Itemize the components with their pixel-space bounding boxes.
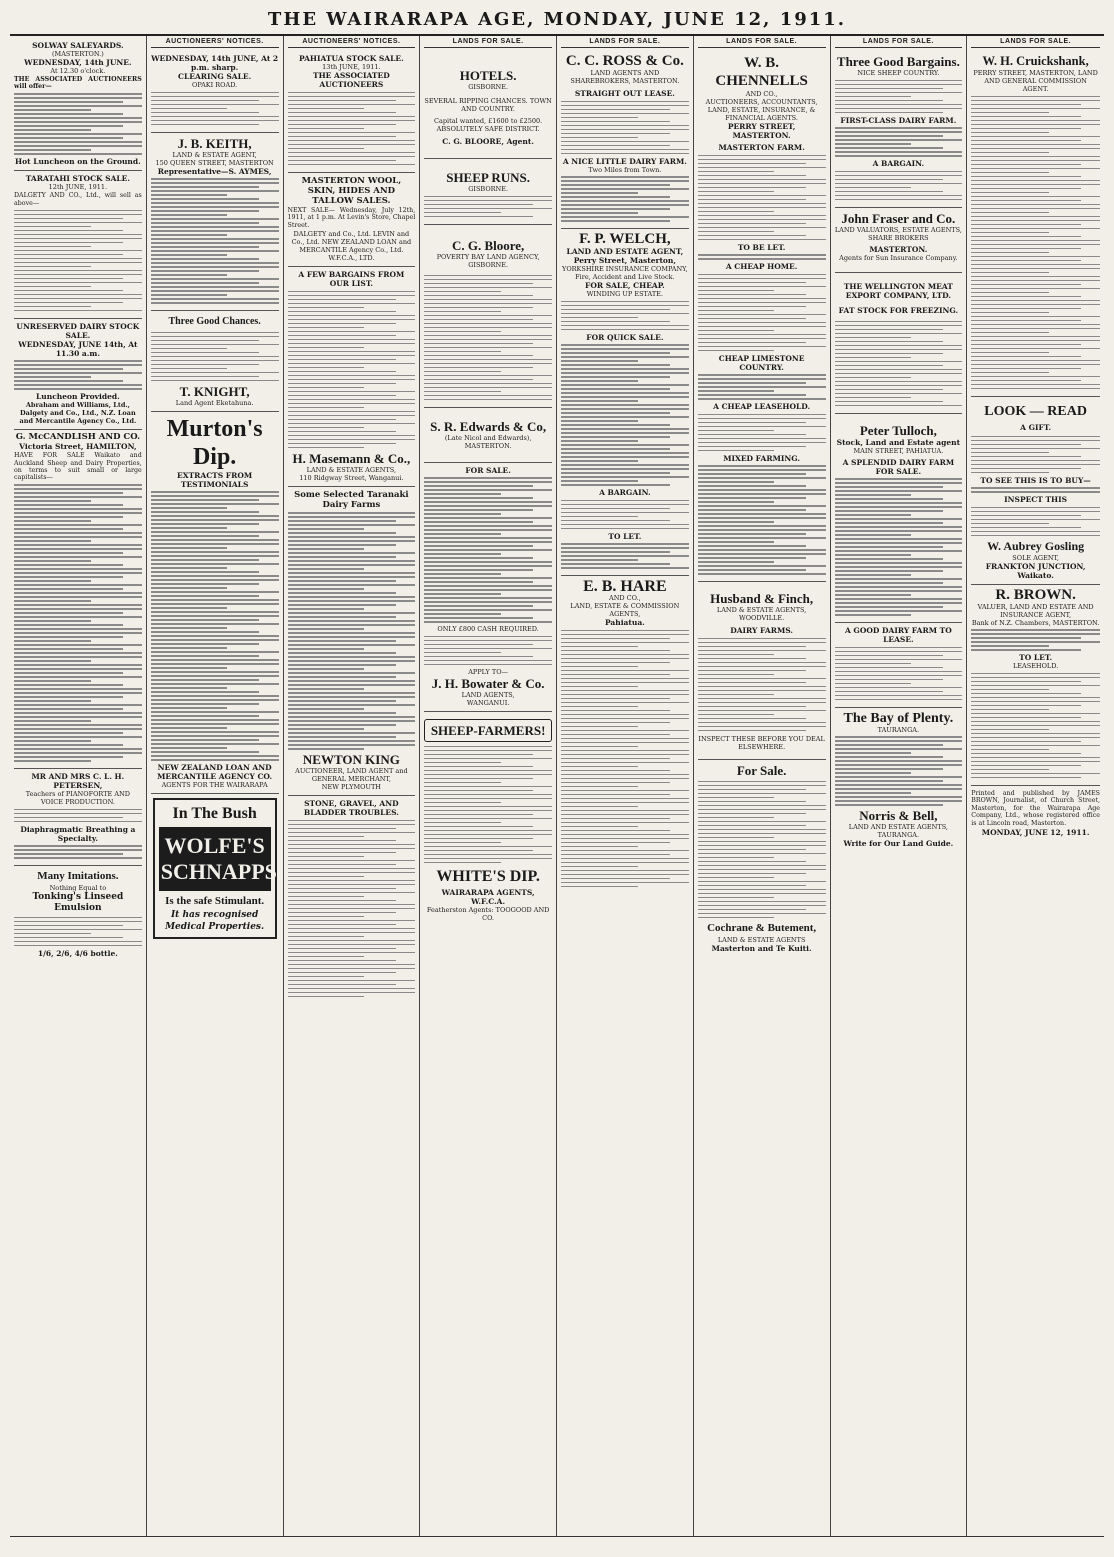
ad-text-lines <box>835 321 963 407</box>
schnapps-banner <box>159 827 277 891</box>
ad-text-lines <box>424 275 552 401</box>
agent-name: C. C. ROSS & Co. <box>565 53 684 70</box>
ad-intro: DALGETY AND CO., Ltd., will sell as above— <box>14 192 142 207</box>
agent-place: WOODVILLE. <box>739 614 785 623</box>
agent-place: WANGANUI. <box>466 698 510 707</box>
agent-place: FRANKTON JUNCTION, Waikato. <box>985 561 1086 580</box>
ad-agents: AGENTS FOR THE WAIRARAPA <box>161 781 268 790</box>
ad-text: SEVERAL RIPPING CHANCES. TOWN AND COUNTRY. <box>424 97 552 114</box>
agent-name: W. B. CHENNELLS <box>715 55 808 90</box>
agent-subheading: POVERTY BAY LAND AGENCY, <box>436 252 540 261</box>
agent-name: S. R. Edwards & Co, <box>430 418 547 434</box>
ad-time: At 12.30 o'clock. <box>50 67 106 75</box>
sheep-farmers-box <box>424 719 552 742</box>
column-heading: LANDS FOR SALE. <box>698 38 826 48</box>
john-fraser-ad <box>835 208 963 273</box>
agent-guide: Write for Our Land Guide. <box>843 839 954 849</box>
column-heading: AUCTIONEERS' NOTICES. <box>151 38 279 48</box>
ad-text-lines <box>14 845 142 859</box>
agent-name: John Fraser and Co. <box>841 210 956 226</box>
ad-intro: HAVE FOR SALE Waikato and Auckland Sheep and Dairy Properties, on terms to suit small or large capitalists— <box>14 452 142 482</box>
cruickshank-ad <box>971 51 1100 397</box>
agent-subheading: Stock, Land and Estate agent <box>836 437 961 447</box>
ad-text-lines <box>698 274 826 352</box>
ad-subheading: A GIFT. <box>1020 422 1052 432</box>
ad-text-lines <box>835 171 963 201</box>
column-5 <box>557 36 694 1536</box>
ad-heading: TO LET. <box>608 531 642 541</box>
tonkings-emulsion-ad <box>14 866 142 962</box>
masthead: THE WAIRARAPA AGE, MONDAY, JUNE 12, 1911. <box>10 9 1104 36</box>
ad-cash-required: ONLY £800 CASH REQUIRED. <box>437 625 539 634</box>
few-bargains-ad <box>288 267 416 487</box>
agent-subheading: LAND AGENTS, <box>461 690 515 699</box>
ad-footer: INSPECT THESE BEFORE YOU DEAL ELSEWHERE. <box>698 735 825 752</box>
ad-heading: STONE, GRAVEL, AND BLADDER TROUBLES. <box>303 799 399 818</box>
ad-heading: The Bay of Plenty. <box>843 710 954 726</box>
agent-place: MASTERTON. <box>869 244 928 254</box>
column-heading: LANDS FOR SALE. <box>971 38 1100 48</box>
ad-text-lines <box>698 638 826 732</box>
ad-heading: A GOOD DAIRY FARM TO LEASE. <box>844 626 952 645</box>
ad-heading: SHEEP RUNS. <box>446 170 531 186</box>
imprint <box>971 786 1100 841</box>
ad-subheading: FAT STOCK FOR FREEZING. <box>838 305 959 315</box>
ad-text-lines <box>14 917 142 947</box>
ad-text-lines <box>698 781 826 919</box>
agent-place: Pahiatua. <box>604 618 645 628</box>
ad-heading: FIRST-CLASS DAIRY FARM. <box>840 115 957 125</box>
ad-heading: A CHEAP LEASEHOLD. <box>713 402 811 412</box>
ad-heading: G. McCANDLISH AND CO. <box>15 432 141 443</box>
agent-name: Norris & Bell, <box>859 808 938 824</box>
agent-subheading: LAND & ESTATE AGENTS, <box>716 606 807 615</box>
ad-agents: DALGETY and Co., Ltd. LEVIN and Co., Ltd. NEW ZEALAND LOAN and MERCANTILE Agency Co., Ltd. W.F.C.A., LTD. <box>291 230 412 263</box>
ad-place: Victoria Street, HAMILTON, <box>19 442 137 452</box>
hotels-ad <box>424 51 552 159</box>
pahiatua-stock-sale-ad <box>288 51 416 173</box>
ad-heading: TO LET. <box>1019 653 1053 663</box>
column-2 <box>147 36 284 1536</box>
ad-place: TAURANGA. <box>877 725 920 734</box>
ad-heading: PAHIATUA STOCK SALE. <box>299 54 404 64</box>
ad-intro: NEXT SALE— Wednesday, July 12th, 1911, at 1 p.m. At Levin's Store, Chapel Street. <box>287 206 416 229</box>
ad-line-1: In The Bush <box>172 805 257 823</box>
agent-name: Peter Tulloch, <box>859 422 937 438</box>
ad-heading: Murton's Dip. <box>166 415 263 470</box>
ad-representative: Representative—S. AYMES, <box>157 166 272 176</box>
column-heading: LANDS FOR SALE. <box>835 38 963 48</box>
peter-tulloch-ad <box>835 414 963 624</box>
ad-heading: CLEARING SALE. <box>178 72 252 82</box>
ad-heading: FOR QUICK SALE. <box>586 332 664 342</box>
ad-heading: TARATAHI STOCK SALE. <box>25 174 131 184</box>
ad-heading: SHEEP-FARMERS! <box>430 722 546 738</box>
ad-text-lines <box>835 736 963 806</box>
ad-text-lines <box>288 820 416 998</box>
ad-subheading: LAND & ESTATE AGENT, <box>172 150 257 159</box>
ad-text-lines <box>561 630 689 888</box>
ad-text-lines <box>424 636 552 666</box>
ad-text-lines <box>561 500 689 530</box>
wool-skin-sales-ad <box>288 173 416 267</box>
product-price: 1/6, 2/6, 4/6 bottle. <box>37 948 118 958</box>
look-read-ad <box>971 397 1100 585</box>
imprint-date: MONDAY, JUNE 12, 1911. <box>981 827 1090 837</box>
ad-text-lines <box>288 512 416 750</box>
welch-ad <box>561 229 689 576</box>
ad-text-lines <box>14 809 142 823</box>
ad-title: THE ASSOCIATED AUCTIONEERS <box>313 71 390 90</box>
taranaki-farms-ad <box>288 487 416 797</box>
ad-heading: A NICE LITTLE DAIRY FARM. <box>562 156 687 166</box>
ad-heading: DAIRY FARMS. <box>730 626 794 636</box>
agent-subheading: PERRY STREET, MASTERTON, LAND AND GENERAL COMMISSION AGENT. <box>973 69 1098 94</box>
auctioneer-names: Abraham and Williams, Ltd., Dalgety and Co., Ltd., N.Z. Loan and Mercantile Agency Co., Ltd. <box>19 401 137 426</box>
ad-heading: Many Imitations. <box>37 870 119 883</box>
ad-text-lines <box>835 647 963 701</box>
agent-name: W. H. Cruickshank, <box>982 54 1089 69</box>
agent-name: T. KNIGHT, <box>179 383 250 399</box>
agent-place: GISBORNE. <box>468 260 509 269</box>
ad-heading: J. B. KEITH, <box>177 135 252 151</box>
ad-specialty: Diaphragmatic Breathing a Specialty. <box>20 824 136 843</box>
column-1 <box>10 36 147 1536</box>
ad-heading: CHEAP LIMESTONE COUNTRY. <box>718 353 805 372</box>
ad-place: Featherston Agents: TOOGOOD AND CO. <box>426 905 550 922</box>
agent-insurance-types: Fire, Accident and Live Stock. <box>575 273 675 282</box>
ad-text-lines <box>151 491 279 761</box>
ad-date: 12th JUNE, 1911. <box>48 183 108 192</box>
ad-footer: Luncheon Provided. <box>36 392 120 402</box>
ad-place: GISBORNE. <box>468 185 509 194</box>
ad-heading: MASTERTON WOOL, SKIN, HIDES AND TALLOW SALES. <box>301 175 402 206</box>
ad-text-lines <box>698 254 826 260</box>
ad-date: WEDNESDAY, 14th JUNE. <box>24 58 132 67</box>
agent-name: C. G. Bloore, <box>451 237 525 253</box>
ad-text-lines <box>698 465 826 575</box>
ad-text-lines <box>14 484 142 762</box>
bay-of-plenty-ad <box>835 708 963 853</box>
ad-agent: C. G. BLOORE, Agent. <box>442 137 534 147</box>
ad-heading: MIXED FARMING. <box>723 453 801 463</box>
agent-address: PERRY STREET, MASTERTON. <box>727 122 796 141</box>
ad-heading: STRAIGHT OUT LEASE. <box>574 89 675 99</box>
agent-subheading: LAND AND ESTATE AGENTS, TAURANGA. <box>848 823 948 840</box>
ad-text-lines <box>288 291 416 449</box>
agent-name: Husband & Finch, <box>710 591 814 607</box>
ad-heading: Some Selected Taranaki Dairy Farms <box>294 489 409 510</box>
agent-subheading: (Late Nicol and Edwards), <box>444 433 532 442</box>
ad-text-lines <box>561 344 689 486</box>
sheep-runs-ad <box>424 159 552 225</box>
ad-text-lines <box>14 210 142 312</box>
ad-text-lines <box>288 92 416 166</box>
ad-heading: TO SEE THIS IS TO BUY— <box>980 475 1091 485</box>
agent-name: NEWTON KING <box>302 752 400 768</box>
ad-heading: A FEW BARGAINS FROM OUR LIST. <box>298 270 405 289</box>
ad-subheading: LEASEHOLD. <box>1012 662 1059 671</box>
ad-text-lines <box>561 101 689 155</box>
ad-heading: MASTERTON FARM. <box>718 143 805 153</box>
agent-subheading: AND CO., <box>745 90 778 99</box>
ad-text-lines <box>151 178 279 304</box>
ad-heading: A BARGAIN. <box>872 159 925 169</box>
ad-subheading: (MASTERTON.) <box>52 50 104 58</box>
eb-hare-ad <box>561 576 689 894</box>
ad-text-lines <box>835 80 963 114</box>
product-name: WHITE'S DIP. <box>436 867 540 885</box>
ad-heading: A CHEAP HOME. <box>725 262 798 272</box>
agent-subheading: LAND VALUATORS, ESTATE AGENTS, SHARE BROKERS <box>834 225 962 242</box>
agent-subheading: LAND AGENTS AND SHAREBROKERS, MASTERTON. <box>570 69 680 86</box>
column-3 <box>284 36 421 1536</box>
ad-heading: A SPLENDID DAIRY FARM FOR SALE. <box>842 457 955 476</box>
ad-heading: MR AND MRS C. L. H. PETERSEN, <box>31 772 125 791</box>
ad-text-lines <box>971 507 1100 537</box>
ad-text-lines <box>698 374 826 400</box>
chennells-ad <box>698 51 826 582</box>
column-heading: AUCTIONEERS' NOTICES. <box>288 38 416 48</box>
ad-heading: Three Good Chances. <box>168 316 261 328</box>
ad-capital: Capital wanted, £1600 to £2500. <box>434 117 543 126</box>
ad-heading: For Sale. <box>736 763 787 779</box>
bloore-ad <box>424 225 552 408</box>
newspaper-page <box>10 9 1104 1539</box>
ad-agents: WAIRARAPA AGENTS, W.F.C.A. <box>441 887 535 906</box>
ad-subheading: Nothing Equal to <box>49 884 107 893</box>
ad-address: 150 QUEEN STREET, MASTERTON <box>155 158 274 167</box>
product-name: Tonking's Linseed Emulsion <box>32 892 124 914</box>
agent-services: AUCTIONEERS, ACCOUNTANTS, LAND, ESTATE, INSURANCE, & FINANCIAL AGENTS. <box>705 98 818 123</box>
agent-address: MAIN STREET, PAHIATUA. <box>853 446 944 455</box>
column-4 <box>420 36 557 1536</box>
ad-apply: APPLY TO— <box>468 667 509 676</box>
ad-text-lines <box>14 93 142 155</box>
three-good-bargains-ad <box>835 51 963 208</box>
ad-date: WEDNESDAY, 14th JUNE, At 2 p.m. sharp. <box>151 54 279 73</box>
ad-heading: TO BE LET. <box>737 242 786 252</box>
husband-finch-ad <box>698 582 826 760</box>
petersen-ad <box>14 769 142 866</box>
unreserved-dairy-stock-ad <box>14 319 142 431</box>
agent-subheading: SOLE AGENT, <box>1012 553 1059 562</box>
column-heading: LANDS FOR SALE. <box>561 38 689 48</box>
agent-subheading: LAND & ESTATE AGENTS, <box>306 465 397 474</box>
column-heading: LANDS FOR SALE. <box>424 38 552 48</box>
ad-text-lines <box>561 176 689 222</box>
ad-text-lines <box>14 360 142 390</box>
agent-subheading: AND CO., <box>609 594 641 603</box>
ad-text-lines <box>971 487 1100 493</box>
column-7 <box>831 36 968 1536</box>
ad-heading: A BARGAIN. <box>599 488 651 498</box>
ad-text-lines <box>561 543 689 569</box>
ad-text-lines <box>424 746 552 864</box>
ad-subheading: NICE SHEEP COUNTRY. <box>857 69 940 78</box>
agent-name: H. Masemann & Co., <box>292 450 411 466</box>
ad-text-lines <box>971 673 1100 779</box>
murtons-dip-ad <box>151 412 279 795</box>
agent-place: MASTERTON. <box>464 441 512 450</box>
agent-insurance: YORKSHIRE INSURANCE COMPANY, <box>562 265 688 274</box>
ad-subheading: WINDING UP ESTATE. <box>586 290 663 299</box>
taratahi-stock-sale-ad <box>14 171 142 318</box>
agent-insurance: Agents for Sun Insurance Company. <box>839 253 958 262</box>
ross-ad <box>561 51 689 229</box>
mccandlish-ad <box>14 430 142 769</box>
r-brown-ad <box>971 585 1100 786</box>
ad-line-2: WOLFE'S SCHNAPPS <box>160 833 277 885</box>
ad-heading: HOTELS. <box>459 68 517 84</box>
three-good-chances-ad <box>151 311 279 412</box>
solway-saleyards-ad <box>14 38 142 171</box>
ad-text-lines <box>835 478 963 616</box>
agent-address: Bank of N.Z. Chambers, MASTERTON. <box>971 618 1100 627</box>
wolfes-schnapps-ad <box>153 798 277 939</box>
ad-place: GISBORNE. <box>468 83 509 92</box>
agent-subheading: VALUER, LAND AND ESTATE AND INSURANCE AGENT, <box>977 602 1094 619</box>
agent-subheading-2: LAND, ESTATE & COMMISSION AGENTS, <box>570 602 680 619</box>
for-sale-col6-ad <box>698 760 826 957</box>
bladder-troubles-ad <box>288 796 416 1004</box>
agent-name: Cochrane & Butement, <box>707 921 817 934</box>
ad-company: NEW ZEALAND LOAN AND MERCANTILE AGENCY CO. <box>157 763 273 782</box>
meat-export-ad <box>835 273 963 414</box>
columns <box>10 36 1104 1537</box>
ad-text-lines <box>698 414 826 452</box>
ad-place: OPAKI ROAD. <box>191 81 238 90</box>
ad-line-4: It has recognised Medical Properties. <box>165 910 265 933</box>
agent-subheading: LAND AND ESTATE AGENT, Perry Street, Masterton, <box>566 247 684 266</box>
agent-name: F. P. WELCH, <box>579 231 671 248</box>
ad-text-lines <box>151 332 279 382</box>
ad-line-3: Is the safe Stimulant. <box>165 895 265 908</box>
ad-heading: THE WELLINGTON MEAT EXPORT COMPANY, LTD. <box>843 281 953 300</box>
ad-text-lines <box>835 127 963 157</box>
ad-text-lines <box>424 196 552 218</box>
ad-heading: FOR SALE. <box>465 465 511 475</box>
ad-text-lines <box>971 629 1100 651</box>
clearing-sale-ad <box>151 51 279 133</box>
ad-text-lines <box>971 436 1100 474</box>
ad-text-lines <box>424 477 552 623</box>
ad-subheading: Two Miles from Town. <box>588 165 662 174</box>
agent-subheading: AUCTIONEER, LAND AGENT and GENERAL MERCHANT, <box>295 767 408 784</box>
agent-name: J. H. Bowater & Co. <box>431 675 545 691</box>
agent-name: R. BROWN. <box>995 586 1076 603</box>
ad-intro: THE ASSOCIATED AUCTIONEERS will offer— <box>14 76 142 91</box>
for-sale-ad <box>424 463 552 712</box>
printer-imprint: Printed and published by JAMES BROWN, Journalist, of Church Street, Masterton, for the Wairarapa Age Company, Ltd., whose registered office is at Lincoln road, Masterton. <box>971 789 1100 827</box>
ad-safe: ABSOLUTELY SAFE DISTRICT. <box>436 125 540 134</box>
ad-heading: LOOK — READ <box>984 403 1087 419</box>
ad-text-lines <box>971 96 1100 390</box>
ad-text-lines <box>151 92 279 126</box>
agent-name: E. B. HARE <box>583 578 667 596</box>
ad-heading: SOLWAY SALEYARDS. <box>32 41 124 50</box>
agent-place: NEW PLYMOUTH <box>321 783 381 792</box>
agent-name: W. Aubrey Gosling <box>987 538 1085 553</box>
jb-keith-ad <box>151 133 279 312</box>
ad-date: 13th JUNE, 1911. <box>322 63 381 72</box>
ad-subheading: EXTRACTS FROM TESTIMONIALS <box>177 470 253 489</box>
ad-subheading: Teachers of PIANOFORTE AND VOICE PRODUCTION. <box>25 790 130 807</box>
whites-dip-ad <box>424 712 552 926</box>
sr-edwards-ad <box>424 408 552 463</box>
agent-place: Masterton and Te Kuiti. <box>711 943 812 953</box>
ad-footer: Hot Luncheon on the Ground. <box>15 157 141 167</box>
agent-address: 110 Ridgway Street, Wanganui. <box>299 473 404 482</box>
ad-heading: FOR SALE, CHEAP. <box>585 281 665 291</box>
ad-date: WEDNESDAY, JUNE 14th, At 11.30 a.m. <box>18 339 138 358</box>
agent-subheading: Land Agent Eketahuna. <box>175 398 254 407</box>
ad-heading: UNRESERVED DAIRY STOCK SALE. <box>16 321 140 340</box>
dairy-farm-lease-ad <box>835 623 963 708</box>
ad-text-lines <box>698 155 826 241</box>
ad-text-lines <box>561 301 689 331</box>
ad-heading: INSPECT THIS <box>1004 495 1068 505</box>
column-6 <box>694 36 831 1536</box>
ad-heading: Three Good Bargains. <box>836 54 960 70</box>
agent-subheading: LAND & ESTATE AGENTS <box>717 935 806 944</box>
column-8 <box>967 36 1104 1536</box>
